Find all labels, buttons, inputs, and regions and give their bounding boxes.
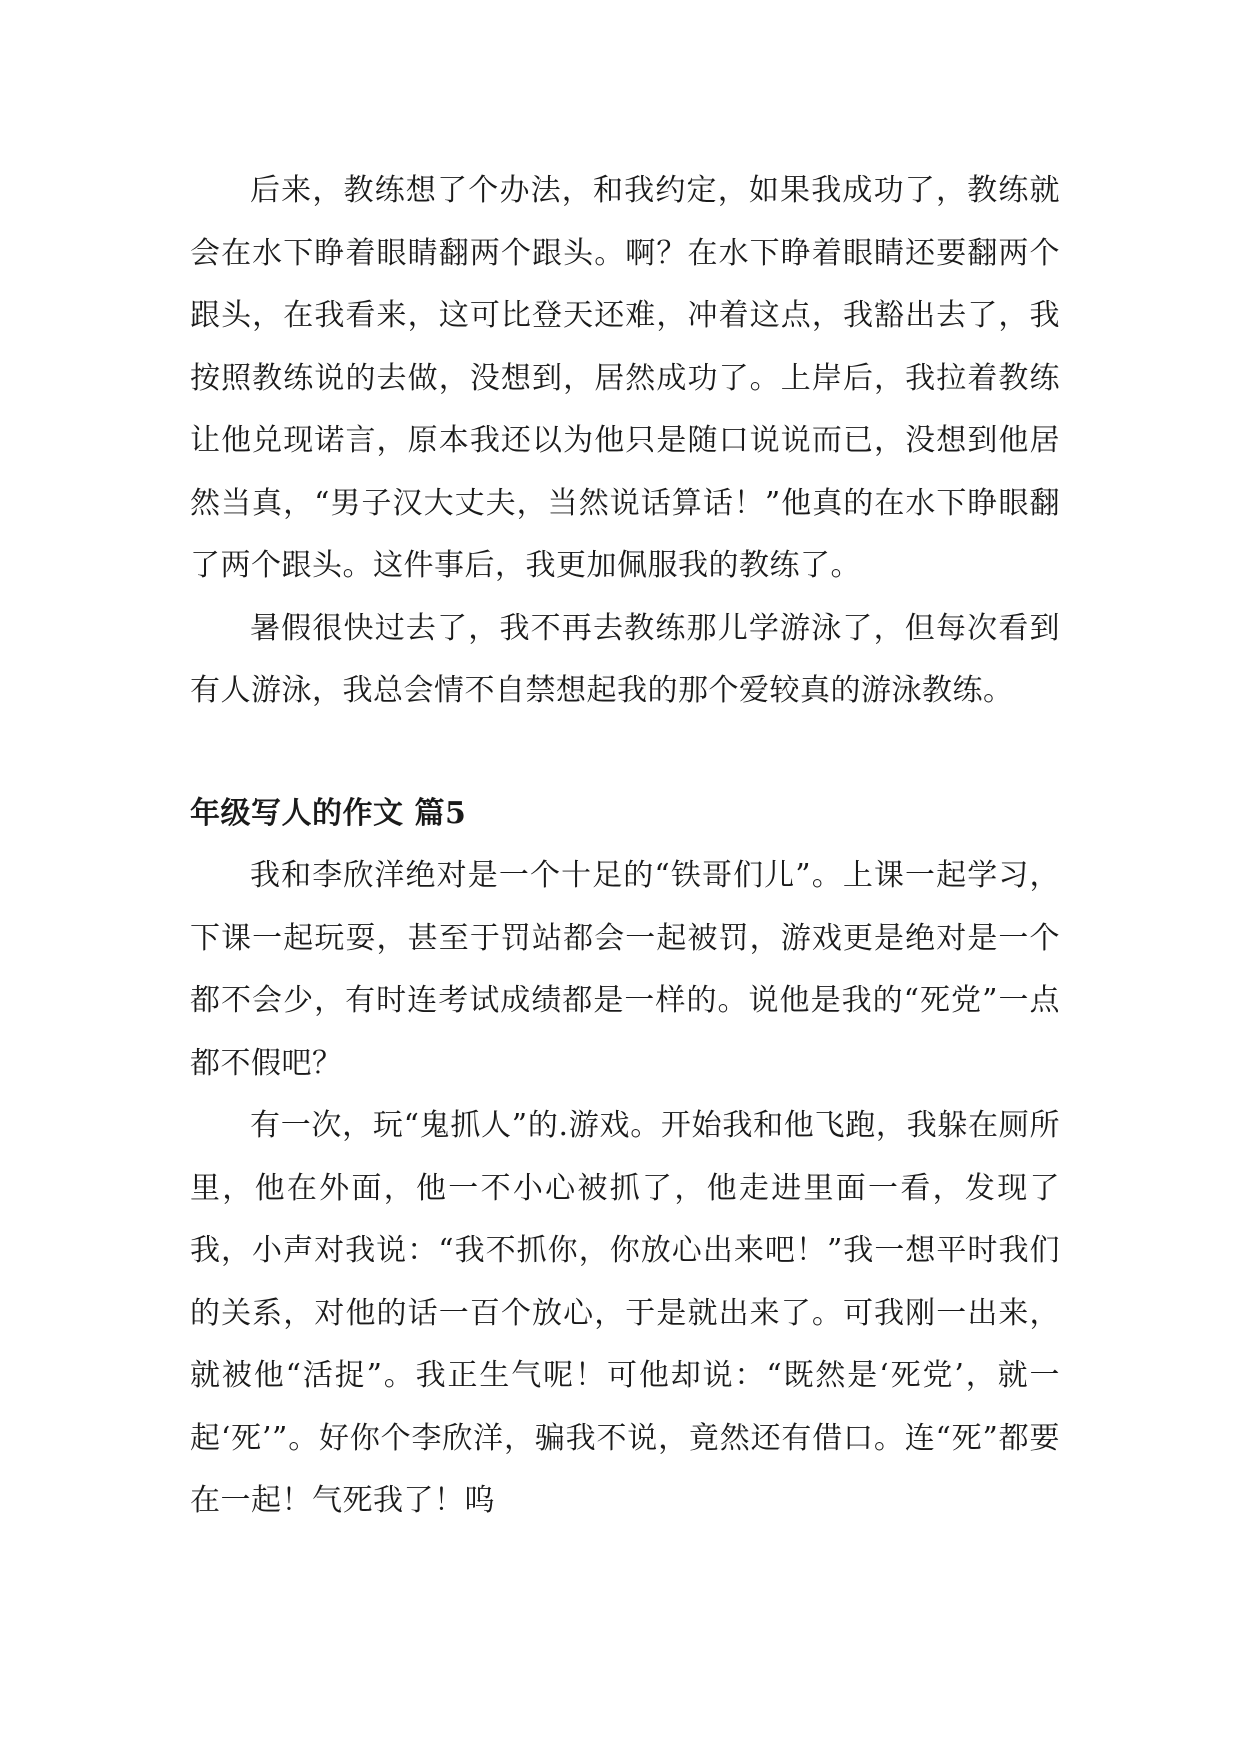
paragraph: 暑假很快过去了，我不再去教练那儿学游泳了，但每次看到有人游泳，我总会情不自禁想起我的那个爱较真的游泳教练。	[190, 610, 1060, 708]
document-page	[190, 160, 1060, 1533]
section-title: 年级写人的作文 篇5	[190, 795, 467, 831]
paragraph: 我和李欣洋绝对是一个十足的“铁哥们儿”。上课一起学习，下课一起玩耍，甚至于罚站都会一起被罚，游戏更是绝对是一个都不会少，有时连考试成绩都是一样的。说他是我的“死党”一点都不假吧？	[190, 858, 1060, 1081]
paragraph: 有一次，玩“鬼抓人”的.游戏。开始我和他飞跑，我躲在厕所里，他在外面，他一不小心被抓了，他走进里面一看，发现了我，小声对我说：“我不抓你，你放心出来吧！”我一想平时我们的关系，对他的话一百个放心，于是就出来了。可我刚一出来，就被他“活捉”。我正生气呢！可他却说：“既然是‘死党’，就一起‘死’”。好你个李欣洋，骗我不说，竟然还有借口。连“死”都要在一起！气死我了！呜	[190, 1108, 1060, 1518]
paragraph: 后来，教练想了个办法，和我约定，如果我成功了，教练就会在水下睁着眼睛翻两个跟头。啊？在水下睁着眼睛还要翻两个跟头，在我看来，这可比登天还难，冲着这点，我豁出去了，我按照教练说的去做，没想到，居然成功了。上岸后，我拉着教练让他兑现诺言，原本我还以为他只是随口说说而已，没想到他居然当真，“男子汉大丈夫，当然说话算话！”他真的在水下睁眼翻了两个跟头。这件事后，我更加佩服我的教练了。	[190, 173, 1060, 583]
